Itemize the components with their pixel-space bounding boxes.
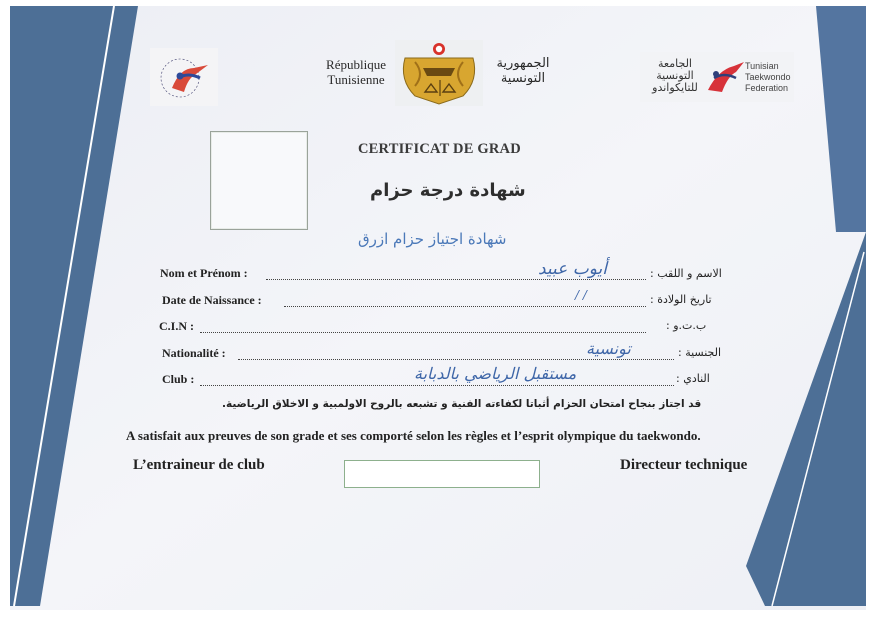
- technical-director-signature-label: Directeur technique: [620, 457, 748, 473]
- birthdate-label-ar: تاريخ الولادة :: [650, 293, 712, 306]
- club-dotted-line: [200, 385, 674, 386]
- nationality-dotted-line: [238, 359, 674, 360]
- belt-certificate-title: شهادة اجتياز حزام ازرق: [358, 230, 507, 248]
- nationality-label-ar: الجنسية :: [678, 346, 722, 359]
- name-label-ar: الاسم و اللقب :: [650, 267, 722, 280]
- nationality-label-fr: Nationalité :: [162, 346, 226, 360]
- republic-arabic-text: الجمهورية التونسية: [496, 56, 550, 86]
- club-handwritten-value: مستقبل الرياضي بالدبابة: [414, 364, 577, 383]
- name-label-fr: Nom et Prénom :: [160, 266, 248, 280]
- cin-label-fr: C.I.N :: [159, 319, 194, 333]
- name-dotted-line: [266, 279, 646, 280]
- club-coach-signature-label: L’entraineur de club: [133, 457, 265, 473]
- birthdate-handwritten-value: / /: [575, 288, 587, 302]
- declaration-french: A satisfait aux preuves de son grade et ses comporté selon les règles et l’esprit olympique du taekwondo.: [126, 428, 701, 443]
- club-label-fr: Club :: [162, 372, 195, 386]
- federation-english-text: Tunisian Taekwondo Federation: [745, 61, 791, 93]
- photo-placeholder: [210, 131, 308, 230]
- club-label-ar: النادي :: [676, 372, 710, 385]
- cin-label-ar: ب.ت.و :: [666, 319, 707, 332]
- cin-dotted-line: [200, 332, 646, 333]
- declaration-arabic: قد اجتاز بنجاح امتحان الحزام أثباتا لكفاءته الفنية و تشبعه بالروح الاولمبية و الاخلاق الرياضية.: [222, 398, 702, 410]
- birthdate-label-fr: Date de Naissance :: [162, 293, 262, 307]
- republic-french-text: République Tunisienne: [326, 57, 386, 87]
- tunisia-coat-of-arms: [395, 40, 483, 106]
- name-handwritten-value: أيوب عبيد: [538, 259, 607, 279]
- certificate-title-french: CERTIFICAT DE GRAD: [358, 141, 521, 157]
- birthdate-dotted-line: [284, 306, 646, 307]
- world-taekwondo-logo: [150, 48, 218, 106]
- federation-arabic-text: الجامعة التونسية للتايكواندو: [652, 57, 698, 94]
- certificate-title-arabic: شهادة درجة حزام: [370, 180, 526, 201]
- stamp-box: [344, 460, 540, 488]
- nationality-handwritten-value: تونسية: [586, 339, 631, 358]
